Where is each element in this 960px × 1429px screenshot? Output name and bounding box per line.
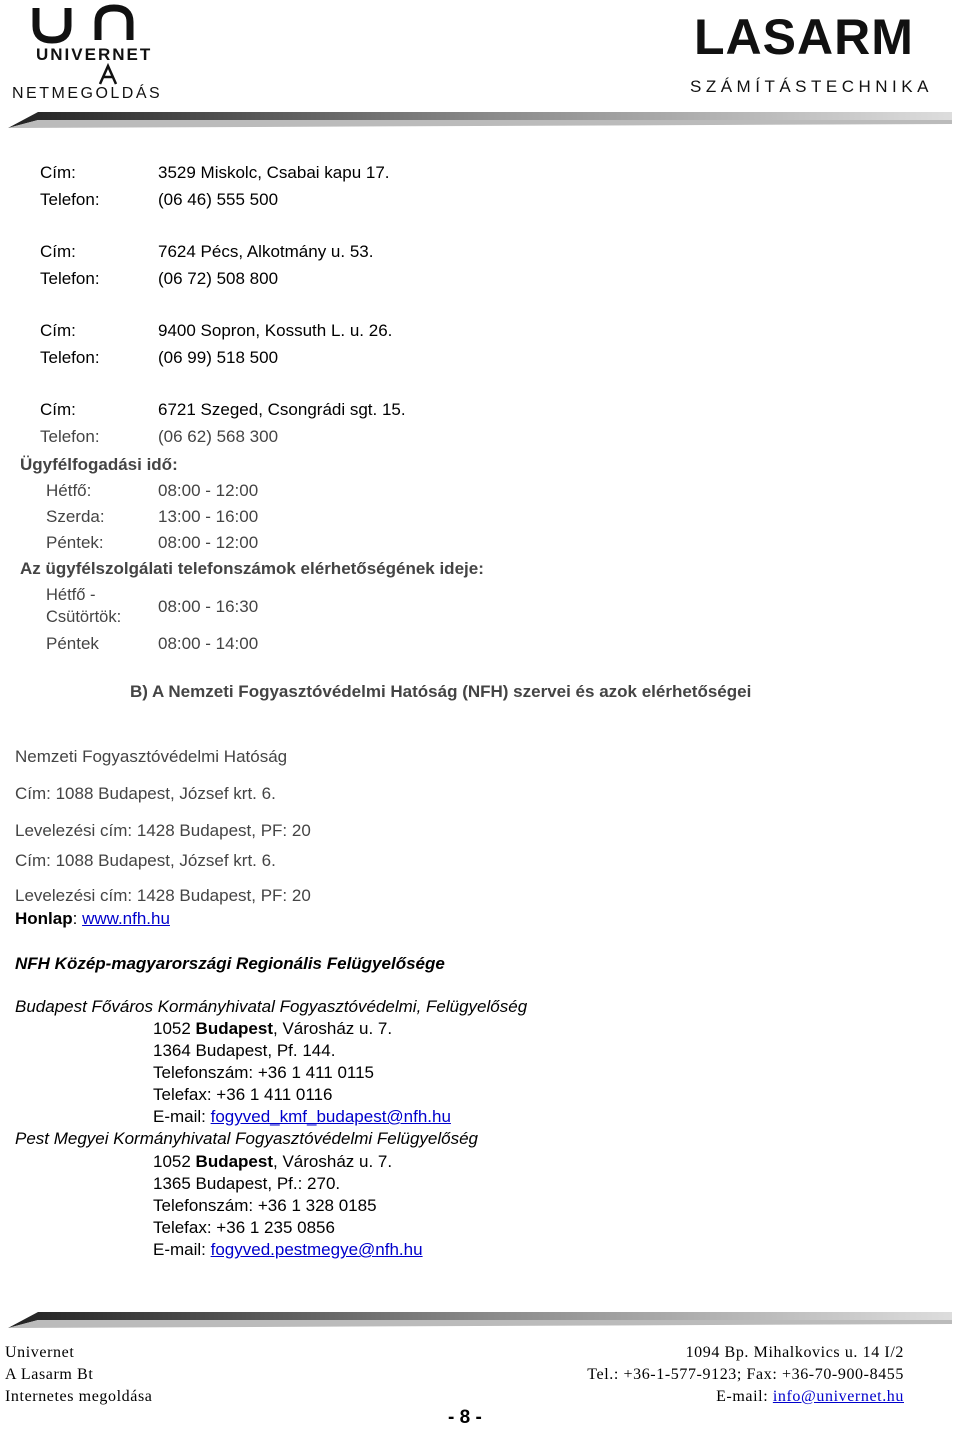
pest-address bbox=[153, 1152, 392, 1172]
office-4-cim-label: Cím: bbox=[40, 400, 76, 419]
office-2-cim: 7624 Pécs, Alkotmány u. 53. bbox=[158, 242, 374, 261]
office-2-tel: (06 72) 508 800 bbox=[158, 269, 279, 288]
pest-email-line bbox=[153, 1240, 423, 1260]
univernet-logo bbox=[8, 2, 208, 102]
bp-address-rest: , Városház u. 7. bbox=[273, 1019, 393, 1038]
footer-univernet: Univernet bbox=[5, 1344, 75, 1361]
phone-hours-time-1: 08:00 - 16:30 bbox=[158, 597, 259, 616]
section-b-title: B) A Nemzeti Fogyasztóvédelmi Hatóság (NFH) szervei és azok elérhetőségei bbox=[130, 682, 752, 701]
bp-email-label: E-mail: bbox=[153, 1107, 211, 1126]
logo-netmegoldas-text: NETMEGOLDÁS bbox=[12, 85, 163, 102]
footer-address: 1094 Bp. Mihalkovics u. 14 I/2 bbox=[685, 1344, 904, 1361]
nfh-cim-1: Cím: 1088 Budapest, József krt. 6. bbox=[15, 784, 276, 803]
pest-office-name: Pest Megyei Kormányhivatal Fogyasztóvédelmi Felügyelőség bbox=[15, 1129, 479, 1148]
pest-email-label: E-mail: bbox=[153, 1240, 211, 1259]
nfh-cim-2: Cím: 1088 Budapest, József krt. 6. bbox=[15, 851, 276, 870]
pest-po-box: 1365 Budapest, Pf.: 270. bbox=[153, 1174, 341, 1193]
reception-time-2: 13:00 - 16:00 bbox=[158, 507, 259, 526]
office-4-tel: (06 62) 568 300 bbox=[158, 427, 279, 446]
footer-tel-fax: Tel.: +36-1-577-9123; Fax: +36-70-900-8455 bbox=[587, 1366, 904, 1383]
reception-time-3: 08:00 - 12:00 bbox=[158, 533, 259, 552]
nfh-levelezesi-2: Levelezési cím: 1428 Budapest, PF: 20 bbox=[15, 886, 311, 905]
reception-time-1: 08:00 - 12:00 bbox=[158, 481, 259, 500]
nfh-name: Nemzeti Fogyasztóvédelmi Hatóság bbox=[15, 747, 288, 766]
footer-email-line bbox=[716, 1388, 904, 1406]
nfh-honlap-line bbox=[15, 909, 170, 929]
pest-address-zip: 1052 bbox=[153, 1152, 196, 1171]
phone-hours-time-2: 08:00 - 14:00 bbox=[158, 634, 259, 653]
office-1-tel: (06 46) 555 500 bbox=[158, 190, 279, 209]
logo-lasarm-text: LASARM bbox=[694, 9, 914, 65]
page-number: - 8 - bbox=[448, 1407, 482, 1428]
pest-email-link[interactable]: fogyved.pestmegye@nfh.hu bbox=[210, 1240, 423, 1259]
bp-email-line bbox=[153, 1107, 451, 1127]
phone-hours-day-2: Péntek bbox=[46, 634, 99, 653]
phone-hours-day-1b: Csütörtök: bbox=[46, 608, 122, 626]
bp-address-zip: 1052 bbox=[153, 1019, 196, 1038]
footer-tagline: Internetes megoldása bbox=[5, 1388, 153, 1405]
nfh-honlap-colon: : bbox=[72, 909, 83, 928]
nfh-honlap-link[interactable]: www.nfh.hu bbox=[82, 909, 170, 928]
footer-email-label: E-mail: bbox=[716, 1388, 773, 1405]
bp-po-box: 1364 Budapest, Pf. 144. bbox=[153, 1041, 336, 1060]
bp-email-link[interactable]: fogyved_kmf_budapest@nfh.hu bbox=[210, 1107, 451, 1126]
office-3-tel-label: Telefon: bbox=[40, 348, 100, 367]
header-divider bbox=[8, 106, 952, 128]
office-2-tel-label: Telefon: bbox=[40, 269, 100, 288]
footer-company: A Lasarm Bt bbox=[5, 1366, 94, 1383]
lasarm-logo bbox=[690, 8, 952, 98]
nfh-levelezesi-1: Levelezési cím: 1428 Budapest, PF: 20 bbox=[15, 821, 311, 840]
office-1-tel-label: Telefon: bbox=[40, 190, 100, 209]
reception-day-2: Szerda: bbox=[46, 507, 105, 526]
footer-divider bbox=[8, 1306, 952, 1328]
nfh-honlap-label: Honlap bbox=[15, 909, 73, 928]
phone-hours-day-1a: Hétfő - bbox=[46, 586, 96, 604]
office-2-cim-label: Cím: bbox=[40, 242, 76, 261]
bp-phone: Telefonszám: +36 1 411 0115 bbox=[153, 1063, 374, 1082]
office-3-cim-label: Cím: bbox=[40, 321, 76, 340]
office-4-cim: 6721 Szeged, Csongrádi sgt. 15. bbox=[158, 400, 406, 419]
reception-day-1: Hétfő: bbox=[46, 481, 92, 500]
pest-fax: Telefax: +36 1 235 0856 bbox=[153, 1218, 335, 1237]
office-1-cim: 3529 Miskolc, Csabai kapu 17. bbox=[158, 163, 390, 182]
pest-address-city: Budapest bbox=[195, 1152, 274, 1171]
footer-email-link[interactable]: info@univernet.hu bbox=[772, 1388, 904, 1405]
reception-day-3: Péntek: bbox=[46, 533, 104, 552]
office-3-tel: (06 99) 518 500 bbox=[158, 348, 279, 367]
phone-hours-heading: Az ügyfélszolgálati telefonszámok elérhetőségének ideje: bbox=[20, 559, 484, 578]
logo-szamitastechnika-text: SZÁMÍTÁSTECHNIKA bbox=[690, 77, 933, 96]
regional-title: NFH Közép-magyarországi Regionális Felügyelősége bbox=[15, 954, 445, 973]
reception-heading: Ügyfélfogadási idő: bbox=[20, 455, 178, 474]
logo-univernet-text: UNIVERNET bbox=[36, 45, 153, 64]
pest-address-rest: , Városház u. 7. bbox=[273, 1152, 393, 1171]
office-4-tel-label: Telefon: bbox=[40, 427, 100, 446]
office-1-cim-label: Cím: bbox=[40, 163, 76, 182]
bp-address-city: Budapest bbox=[195, 1019, 274, 1038]
bp-address bbox=[153, 1019, 392, 1039]
bp-fax: Telefax: +36 1 411 0116 bbox=[153, 1085, 333, 1104]
pest-phone: Telefonszám: +36 1 328 0185 bbox=[153, 1196, 377, 1215]
office-3-cim: 9400 Sopron, Kossuth L. u. 26. bbox=[158, 321, 393, 340]
bp-office-name: Budapest Főváros Kormányhivatal Fogyasztóvédelmi, Felügyelőség bbox=[15, 997, 528, 1016]
